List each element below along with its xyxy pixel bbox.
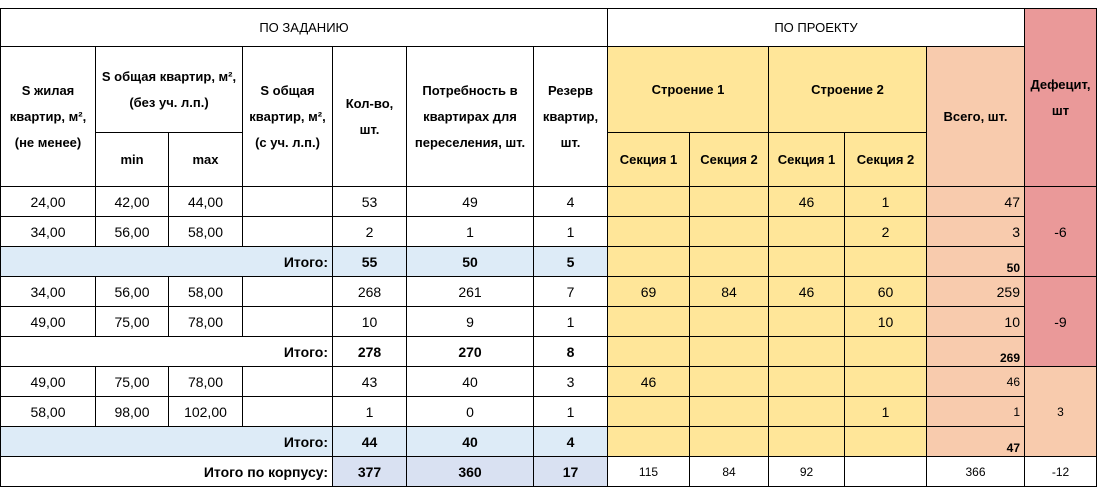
header-po-proektu: ПО ПРОЕКТУ [608,9,1025,47]
itogo-label: Итого: [1,337,333,367]
total-potrebnost: 360 [407,457,534,487]
cell-s1-c1 [608,397,690,427]
total-rezerv: 17 [534,457,608,487]
cell-s2-c1: 46 [769,187,845,217]
cell-s2-c1 [769,307,845,337]
total-vsego: 366 [927,457,1025,487]
cell-potrebnost: 49 [407,187,534,217]
cell-kolvo: 53 [333,187,407,217]
cell-deficit: -9 [1025,277,1097,367]
cell-rezerv: 1 [534,217,608,247]
cell-kolvo: 2 [333,217,407,247]
cell-s1-c2 [690,187,769,217]
itogo-vsego: 47 [927,427,1025,457]
cell-rezerv: 4 [534,187,608,217]
cell-s-obshaya-s [243,277,333,307]
cell-rezerv: 7 [534,277,608,307]
cell-s1-c2 [690,397,769,427]
cell-kolvo: 268 [333,277,407,307]
cell-kolvo: 43 [333,367,407,397]
header-max: max [169,133,243,187]
itogo-label: Итого: [1,247,333,277]
cell-s1-c2 [690,427,769,457]
cell-deficit: -6 [1025,187,1097,277]
itogo-rezerv: 5 [534,247,608,277]
cell-kolvo: 10 [333,307,407,337]
itogo-label: Итого: [1,427,333,457]
cell-s-obshaya-s [243,367,333,397]
cell-s-obshaya-s [243,217,333,247]
itogo-potrebnost: 40 [407,427,534,457]
cell-s2-c2 [845,367,927,397]
cell-s2-c1 [769,397,845,427]
cell-potrebnost: 9 [407,307,534,337]
header-s2-sekciya-1: Секция 1 [769,133,845,187]
cell-min: 98,00 [96,397,169,427]
header-s1-sekciya-2: Секция 2 [690,133,769,187]
cell-s2-c2: 60 [845,277,927,307]
cell-s2-c2: 1 [845,187,927,217]
header-s-obshaya-bez: S общая квартир, м², (без уч. л.п.) [96,47,243,133]
cell-min: 75,00 [96,307,169,337]
cell-max: 78,00 [169,307,243,337]
cell-s2-c1 [769,427,845,457]
cell-vsego: 1 [927,397,1025,427]
header-kolvo: Кол-во, шт. [333,47,407,187]
cell-kolvo: 1 [333,397,407,427]
cell-s-obshaya-s [243,187,333,217]
cell-max: 44,00 [169,187,243,217]
cell-min: 56,00 [96,217,169,247]
cell-min: 75,00 [96,367,169,397]
cell-s-obshaya-s [243,397,333,427]
cell-s2-c2 [845,247,927,277]
header-stroenie-1: Строение 1 [608,47,769,133]
header-rezerv: Резерв квартир, шт. [534,47,608,187]
itogo-rezerv: 4 [534,427,608,457]
total-s1-c1: 115 [608,457,690,487]
cell-s-zhilaya: 58,00 [1,397,96,427]
itogo-kolvo: 278 [333,337,407,367]
header-s1-sekciya-1: Секция 1 [608,133,690,187]
cell-s1-c2 [690,217,769,247]
total-label: Итого по корпусу: [1,457,333,487]
cell-s2-c2 [845,427,927,457]
cell-s1-c2 [690,337,769,367]
cell-s1-c2 [690,367,769,397]
itogo-vsego: 50 [927,247,1025,277]
cell-rezerv: 3 [534,367,608,397]
cell-vsego: 259 [927,277,1025,307]
cell-max: 58,00 [169,277,243,307]
cell-s2-c1 [769,247,845,277]
cell-s1-c2: 84 [690,277,769,307]
itogo-potrebnost: 50 [407,247,534,277]
cell-vsego: 46 [927,367,1025,397]
cell-s1-c2 [690,307,769,337]
header-s-obshaya-s: S общая квартир, м², (с уч. л.п.) [243,47,333,187]
cell-s-zhilaya: 49,00 [1,367,96,397]
cell-s2-c2: 2 [845,217,927,247]
cell-potrebnost: 1 [407,217,534,247]
header-po-zadaniyu: ПО ЗАДАНИЮ [1,9,608,47]
total-kolvo: 377 [333,457,407,487]
cell-s-zhilaya: 34,00 [1,217,96,247]
cell-vsego: 10 [927,307,1025,337]
cell-s2-c1 [769,217,845,247]
cell-s-zhilaya: 49,00 [1,307,96,337]
header-stroenie-2: Строение 2 [769,47,927,133]
cell-s1-c2 [690,247,769,277]
cell-max: 102,00 [169,397,243,427]
header-s-zhilaya: S жилая квартир, м², (не менее) [1,47,96,187]
cell-min: 56,00 [96,277,169,307]
total-deficit: -12 [1025,457,1097,487]
cell-s1-c1 [608,337,690,367]
cell-s1-c1 [608,187,690,217]
cell-s2-c1 [769,367,845,397]
cell-s2-c2 [845,337,927,367]
header-deficit: Дефецит, шт [1025,9,1097,187]
cell-s-zhilaya: 24,00 [1,187,96,217]
cell-min: 42,00 [96,187,169,217]
cell-s1-c1 [608,307,690,337]
itogo-potrebnost: 270 [407,337,534,367]
cell-s1-c1 [608,217,690,247]
cell-s-obshaya-s [243,307,333,337]
total-s2-c1: 92 [769,457,845,487]
cell-vsego: 3 [927,217,1025,247]
itogo-kolvo: 44 [333,427,407,457]
total-s2-c2 [845,457,927,487]
header-min: min [96,133,169,187]
cell-s2-c1: 46 [769,277,845,307]
cell-rezerv: 1 [534,397,608,427]
cell-potrebnost: 261 [407,277,534,307]
itogo-rezerv: 8 [534,337,608,367]
itogo-vsego: 269 [927,337,1025,367]
cell-max: 58,00 [169,217,243,247]
cell-vsego: 47 [927,187,1025,217]
cell-s1-c1 [608,247,690,277]
cell-s1-c1: 69 [608,277,690,307]
cell-s2-c2: 10 [845,307,927,337]
cell-potrebnost: 0 [407,397,534,427]
itogo-kolvo: 55 [333,247,407,277]
cell-max: 78,00 [169,367,243,397]
apartment-table [0,8,1097,487]
header-s2-sekciya-2: Секция 2 [845,133,927,187]
cell-deficit: 3 [1025,367,1097,457]
cell-s2-c1 [769,337,845,367]
total-s1-c2: 84 [690,457,769,487]
header-vsego: Всего, шт. [927,47,1025,187]
cell-potrebnost: 40 [407,367,534,397]
cell-s-zhilaya: 34,00 [1,277,96,307]
cell-s1-c1 [608,427,690,457]
cell-s1-c1: 46 [608,367,690,397]
cell-s2-c2: 1 [845,397,927,427]
cell-rezerv: 1 [534,307,608,337]
header-potrebnost: Потребность в квартирах для переселения, шт. [407,47,534,187]
